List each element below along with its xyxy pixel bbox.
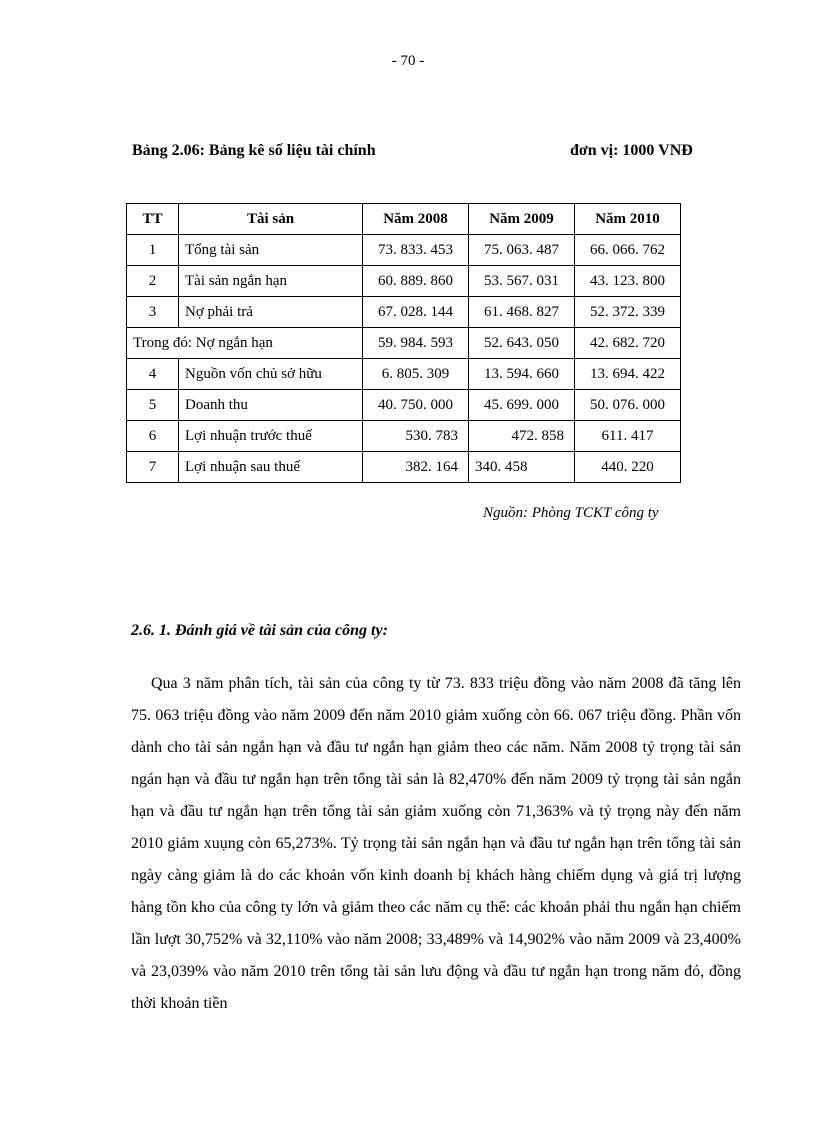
table-row bbox=[127, 235, 681, 266]
row-label: Trong đó: Nợ ngắn hạn bbox=[127, 328, 363, 359]
table-header-row bbox=[127, 204, 681, 235]
value-2009: 61. 468. 827 bbox=[469, 297, 575, 328]
table-title: Bảng 2.06: Bảng kê số liệu tài chính bbox=[132, 142, 376, 159]
value-2010: 50. 076. 000 bbox=[575, 390, 681, 421]
row-index: 2 bbox=[127, 266, 179, 297]
header-2009: Năm 2009 bbox=[469, 204, 575, 235]
row-label: Tổng tài sản bbox=[179, 235, 363, 266]
table-row bbox=[127, 390, 681, 421]
row-index: 6 bbox=[127, 421, 179, 452]
header-tt: TT bbox=[127, 204, 179, 235]
row-index: 7 bbox=[127, 452, 179, 483]
body-paragraph: Qua 3 năm phân tích, tài sản của công ty từ 73. 833 triệu đồng vào năm 2008 đã tăng lên 75. 063 triệu đồng vào năm 2009 đến năm 2010 giảm xuống còn 66. 067 triệu đồng. Phần vốn dành cho tài sản ngắn hạn và đầu tư ngắn hạn giảm theo các năm. Năm 2008 tỷ trọng tài sản ngán hạn và đầu tư ngắn hạn trên tổng tài sản là 82,470% đến năm 2009 tỷ trọng tài sản ngắn hạn và đầu tư ngắn hạn trên tổng tài sản giảm xuống còn 71,363% và tỷ trọng này đến năm 2010 giảm xuụng còn 65,273%. Tỷ trọng tài sản ngắn hạn và đầu tư ngắn hạn trên tổng tài sản ngày càng giảm là do các khoản vốn kinh doanh bị khách hàng chiếm dụng và giá trị lượng hàng tồn kho của công ty lớn và giảm theo các năm cụ thể: các khoản phải thu ngắn hạn chiếm lần lượt 30,752% và 32,110% vào năm 2008; 33,489% và 14,902% vào năm 2009 và 23,400% và 23,039% vào năm 2010 trên tổng tài sản lưu động và đầu tư ngắn hạn trong năm đó, đồng thời khoản tiền bbox=[131, 675, 741, 1012]
row-index: 5 bbox=[127, 390, 179, 421]
row-label: Nguồn vốn chủ sở hữu bbox=[179, 359, 363, 390]
value-2010: 52. 372. 339 bbox=[575, 297, 681, 328]
value-2010: 13. 694. 422 bbox=[575, 359, 681, 390]
value-2008: 59. 984. 593 bbox=[363, 328, 469, 359]
table-row bbox=[127, 359, 681, 390]
financial-table bbox=[126, 203, 681, 483]
row-label: Lợi nhuận trước thuế bbox=[179, 421, 363, 452]
row-label: Tài sản ngắn hạn bbox=[179, 266, 363, 297]
table-row bbox=[127, 266, 681, 297]
value-2009: 472. 858 bbox=[469, 421, 575, 452]
table-row bbox=[127, 452, 681, 483]
value-2009: 75. 063. 487 bbox=[469, 235, 575, 266]
page-number: - 70 - bbox=[391, 53, 425, 69]
row-index: 3 bbox=[127, 297, 179, 328]
value-2010: 440. 220 bbox=[575, 452, 681, 483]
value-2009: 45. 699. 000 bbox=[469, 390, 575, 421]
value-2008: 40. 750. 000 bbox=[363, 390, 469, 421]
row-label: Doanh thu bbox=[179, 390, 363, 421]
table-unit: đơn vị: 1000 VNĐ bbox=[570, 142, 693, 159]
header-asset: Tài sản bbox=[179, 204, 363, 235]
value-2008: 73. 833. 453 bbox=[363, 235, 469, 266]
value-2009: 13. 594. 660 bbox=[469, 359, 575, 390]
value-2008: 6. 805. 309 bbox=[363, 359, 469, 390]
value-2010: 611. 417 bbox=[575, 421, 681, 452]
value-2008: 382. 164 bbox=[363, 452, 469, 483]
value-2010: 66. 066. 762 bbox=[575, 235, 681, 266]
value-2008: 530. 783 bbox=[363, 421, 469, 452]
table-row bbox=[127, 421, 681, 452]
table-row bbox=[127, 328, 681, 359]
value-2009: 340. 458 bbox=[469, 452, 575, 483]
row-index: 4 bbox=[127, 359, 179, 390]
value-2010: 43. 123. 800 bbox=[575, 266, 681, 297]
value-2009: 53. 567. 031 bbox=[469, 266, 575, 297]
value-2009: 52. 643. 050 bbox=[469, 328, 575, 359]
header-2008: Năm 2008 bbox=[363, 204, 469, 235]
table-row bbox=[127, 297, 681, 328]
header-2010: Năm 2010 bbox=[575, 204, 681, 235]
value-2008: 60. 889. 860 bbox=[363, 266, 469, 297]
row-label: Nợ phải trả bbox=[179, 297, 363, 328]
row-index: 1 bbox=[127, 235, 179, 266]
row-label: Lợi nhuận sau thuế bbox=[179, 452, 363, 483]
value-2010: 42. 682. 720 bbox=[575, 328, 681, 359]
table-source: Nguồn: Phòng TCKT công ty bbox=[483, 505, 659, 521]
section-heading: 2.6. 1. Đánh giá về tài sản của công ty: bbox=[131, 622, 388, 639]
value-2008: 67. 028. 144 bbox=[363, 297, 469, 328]
